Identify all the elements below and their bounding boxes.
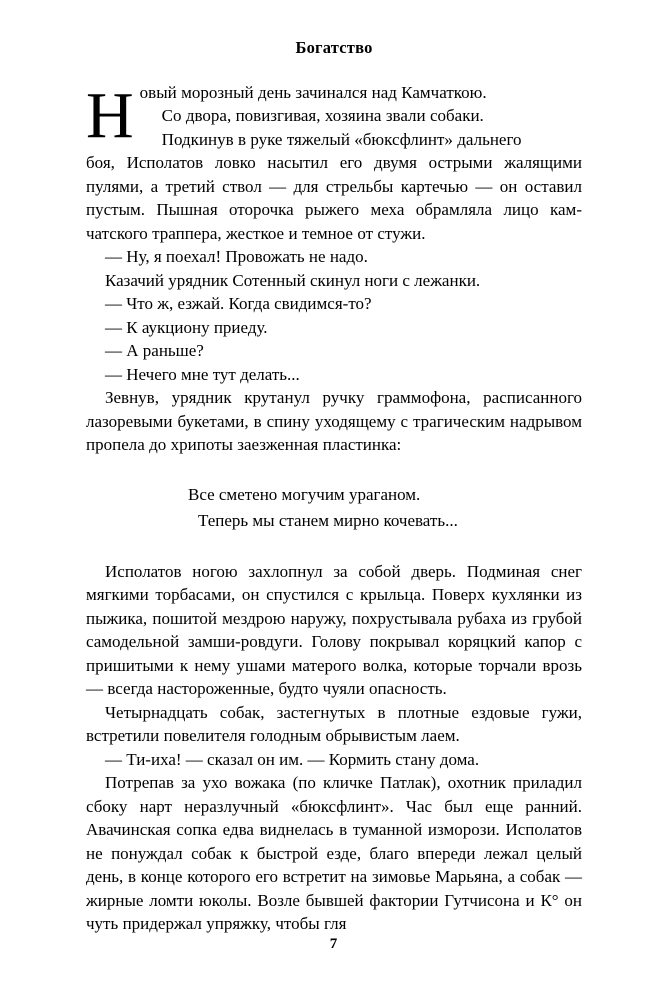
dialogue-line: — К аукциону приеду. — [105, 317, 268, 337]
verse-block — [86, 482, 582, 534]
opening-line-1: овый морозный день зачинался над Камчаткою. — [139, 82, 487, 102]
body-text — [86, 78, 582, 936]
dialogue-line: — Что ж, езжай. Когда свидимся-то? — [105, 294, 372, 314]
dialogue-line: — Ти-иха! — сказал он им. — Кормить стану дома. — [105, 749, 480, 769]
opening-line-3: Подкинув в руке тяжелый «бюксфлинт» дальнего — [161, 129, 522, 149]
page-content — [86, 0, 582, 936]
opening-paragraph — [86, 78, 582, 246]
paragraph-gramophone: Зевнув, урядник крутанул ручку граммофона, расписанного лазоревыми букетами, в спину уходящему с трагическим надрывом пропела до хрипоты заезженная пластинка: — [86, 388, 582, 455]
paragraph-door: Исполатов ногою захлопнул за собой дверь. Подминая снег мягкими торбасами, он спустился с крыльца. Поверх кухлянки из пыжика, пошитой мездрою наружу, похрустывала рубаха из грубой самодельной замши-ровдуги. Голову покрывал коряцкий капор с пришитыми к нему ушами матерого волка, которые торчали врозь — всегда настороженные, будто чуяли опасность. — [86, 561, 582, 699]
dialogue-line: Казачий урядник Сотенный скинул ноги с лежанки. — [105, 270, 481, 290]
opening-rest: боя, Исполатов ловко насытил его двумя острыми жалящими пулями, а третий ствол — для стрельбы картечью — он оставил пустым. Пышная оторочка рыжего меха обрамляла лицо камчатского траппера, жесткое и темное от стужи. — [86, 153, 582, 243]
drop-cap-letter: Н — [86, 78, 134, 152]
verse-line: Теперь мы станем мирно кочевать... — [198, 510, 458, 530]
chapter-title: Богатство — [295, 38, 373, 57]
paragraph-dogs: Четырнадцать собак, застегнутых в плотные ездовые гужи, встретили повелителя голодным обрывистым лаем. — [86, 702, 582, 746]
paragraph-final: Потрепав за ухо вожака (по кличке Патлак), охотник приладил сбоку нарт неразлучный «бюксфлинт». Час был еще ранний. Авачинская сопка едва виднелась в туманной изморози. Исполатов не понуждал собак к быстрой езде, благо впереди лежал целый день, в конце которого его встретит на зимовье Марьяна, а собак — жирные ломти юколы. Возле бывшей фактории Гутчисона и К° он чуть придержал упряжку, чтобы гля — [86, 773, 582, 934]
dialogue-line: — А раньше? — [105, 341, 204, 361]
page-number: 7 — [329, 936, 338, 952]
verse-line: Все сметено могучим ураганом. — [188, 484, 421, 504]
dialogue-line: — Нечего мне тут делать... — [105, 364, 300, 384]
opening-line-2: Со двора, повизгивая, хозяина звали собаки. — [161, 106, 484, 126]
dialogue-line: — Ну, я поехал! Провожать не надо. — [105, 247, 368, 267]
